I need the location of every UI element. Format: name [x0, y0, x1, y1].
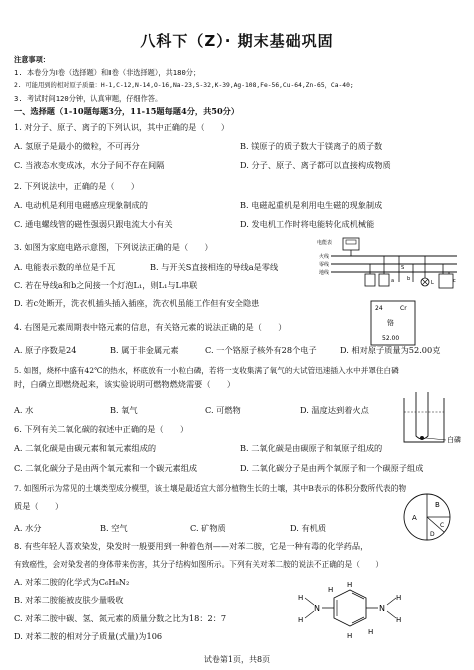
q2-option-c[interactable]: C. 通电螺线管的磁性强弱只跟电流大小有关 [14, 219, 173, 229]
q7-stem-line-1: 7. 如图所示为常见的土壤类型成分模型，该土壤是最适宜大部分植物生长的土壤，其中B表示的体积分数所代表的物 [14, 484, 407, 493]
q8-stem-line-2: 有致癌性，会对染发者的身体带来伤害，其分子结构如图所示。下列有关对苯二胺的说法不正确的是（ ） [14, 560, 384, 569]
q1-option-b[interactable]: B. 镁原子的质子数大于镁离子的质子数 [240, 141, 383, 151]
phosphorus-label: 白磷 [447, 436, 461, 444]
zero-label: 零线 [319, 262, 330, 268]
wire-b-label: b [407, 276, 411, 282]
phosphorus-beaker-figure [400, 390, 470, 450]
notice-line-2: 2. 可能用到的相对原子质量：H-1,C-12,N-14,O-16,Na-23,S-32,K-39,Ag-108,Fe-56,Cu-64,Zn-65，Ca-40; [14, 82, 354, 89]
soil-label-c: C [440, 522, 445, 529]
q5-option-d[interactable]: D. 温度达到着火点 [300, 405, 369, 415]
hydrogen-7: H [328, 586, 334, 594]
q3-option-a[interactable]: A. 电能表示数的单位是千瓦 [14, 262, 116, 272]
earth-label: 地线 [319, 270, 330, 276]
wire-a-label: a [391, 278, 395, 284]
q8-option-b[interactable]: B. 对苯二胺能被皮肤少量吸收 [14, 595, 124, 605]
hydrogen-6: H [347, 632, 353, 640]
q7-stem-line-2: 质是（ ） [14, 501, 64, 511]
q6-stem: 6. 下列有关二氧化碳的叙述中正确的是（ ） [14, 424, 189, 434]
soil-label-b: B [435, 501, 440, 509]
q7-option-b[interactable]: B. 空气 [100, 523, 128, 533]
switch-s-label: S [401, 265, 405, 271]
page-footer: 试卷第1页，共8页 [203, 655, 271, 664]
chromium-mass: 52.00 [382, 335, 400, 342]
wire-c-label: c [453, 278, 456, 284]
q4-option-b[interactable]: B. 属于非金属元素 [110, 345, 179, 355]
q8-option-a[interactable]: A. 对苯二胺的化学式为C₆H₈N₂ [14, 577, 130, 587]
page-title: 八科下（Z）· 期末基础巩固 [140, 32, 334, 50]
q7-option-a[interactable]: A. 水分 [14, 523, 42, 533]
q3-option-c[interactable]: C. 若在导线a和b之间接一个灯泡L₁，则L₁与L串联 [14, 280, 198, 290]
soil-label-a: A [412, 514, 417, 522]
q2-option-b[interactable]: B. 电磁起重机是利用电生磁的现象制成 [240, 200, 383, 210]
hydrogen-8: H [368, 628, 374, 636]
q4-stem: 4. 右图是元素周期表中铬元素的信息，有关铬元素的说法正确的是（ ） [14, 322, 287, 332]
q4-option-d[interactable]: D. 相对原子质量为52.00克 [340, 345, 441, 355]
soil-composition-pie [402, 492, 452, 542]
q2-option-d[interactable]: D. 发电机工作时将电能转化成机械能 [240, 219, 375, 229]
q2-stem: 2. 下列说法中，正确的是（ ） [14, 181, 140, 191]
q5-stem-line-1: 5. 如图，烧杯中盛有42℃的热水，杯底放有一小粒白磷，若将一支收集满了氧气的大试管迅速插入水中并罩住白磷 [14, 366, 399, 375]
hydrogen-3: H [396, 594, 402, 602]
p-phenylenediamine-structure [292, 578, 408, 642]
q4-option-c[interactable]: C. 一个铬原子核外有28个电子 [205, 345, 317, 355]
q2-option-a[interactable]: A. 电动机是利用电磁感应现象制成的 [14, 200, 148, 210]
q8-option-c[interactable]: C. 对苯二胺中碳、氢、氮元素的质量分数之比为18：2：7 [14, 613, 227, 623]
q3-stem: 3. 如图为家庭电路示意图，下列说法正确的是（ ） [14, 242, 213, 252]
q6-option-b[interactable]: B. 二氧化碳是由碳原子和氧原子组成的 [240, 443, 383, 453]
q4-option-a[interactable]: A. 原子序数是24 [14, 345, 77, 355]
notice-line-1: 1. 本卷分为Ⅰ卷（选择题）和Ⅱ卷（非选择题），共180分； [14, 68, 201, 77]
section-heading: 一、选择题（1-10题每题3分，11-15题每题4分，共50分） [14, 106, 240, 116]
nitrogen-left: N [314, 604, 320, 613]
q1-option-d[interactable]: D. 分子、原子、离子都可以直接构成物质 [240, 160, 391, 170]
q5-stem-line-2: 时，白磷立即燃烧起来，该实验说明可燃物燃烧需要（ ） [14, 379, 236, 389]
hydrogen-1: H [298, 594, 304, 602]
notice-line-3: 3. 考试时间120分钟，认真审题，仔细作答。 [14, 94, 163, 103]
notice-heading: 注意事项： [14, 55, 50, 64]
fire-label: 火线 [319, 254, 330, 260]
chromium-name: 铬 [387, 319, 394, 327]
q1-stem: 1. 对分子、原子、离子的下列认识，其中正确的是（ ） [14, 122, 230, 132]
hydrogen-2: H [298, 616, 304, 624]
home-circuit-figure [315, 236, 460, 298]
q3-option-b[interactable]: B. 与开关S直接相连的导线a是零线 [150, 262, 279, 272]
hydrogen-5: H [347, 581, 353, 589]
chromium-symbol: Cr [400, 305, 407, 312]
q5-option-b[interactable]: B. 氧气 [110, 405, 138, 415]
nitrogen-right: N [379, 604, 385, 613]
q7-option-c[interactable]: C. 矿物质 [190, 523, 226, 533]
chromium-element-card [370, 300, 416, 346]
q8-option-d[interactable]: D. 对苯二胺的相对分子质量(式量)为106 [14, 631, 163, 641]
hydrogen-4: H [396, 616, 402, 624]
soil-label-d: D [430, 531, 435, 538]
q5-option-a[interactable]: A. 水 [14, 405, 34, 415]
q5-option-c[interactable]: C. 可燃物 [205, 405, 241, 415]
q1-option-a[interactable]: A. 氢原子是最小的微粒，不可再分 [14, 141, 140, 151]
q6-option-a[interactable]: A. 二氧化碳是由碳元素和氧元素组成的 [14, 443, 157, 453]
chromium-number: 24 [375, 305, 383, 312]
q3-option-d[interactable]: D. 若c处断开，洗衣机插头插入插座，洗衣机虽能工作但有安全隐患 [14, 298, 260, 308]
q6-option-c[interactable]: C. 二氧化碳分子是由两个氧元素和一个碳元素组成 [14, 463, 198, 473]
q6-option-d[interactable]: D. 二氧化碳分子是由两个氧原子和一个碳原子组成 [240, 463, 424, 473]
q1-option-c[interactable]: C. 当液态水变成冰，水分子间不存在间隔 [14, 160, 165, 170]
q7-option-d[interactable]: D. 有机质 [290, 523, 327, 533]
lamp-l-label: L [431, 280, 434, 286]
q8-stem-line-1: 8. 有些年轻人喜欢染发，染发时一般要用到一种着色剂——对苯二胺，它是一种有毒的化学药品， [14, 541, 369, 551]
meter-label: 电能表 [317, 240, 333, 246]
